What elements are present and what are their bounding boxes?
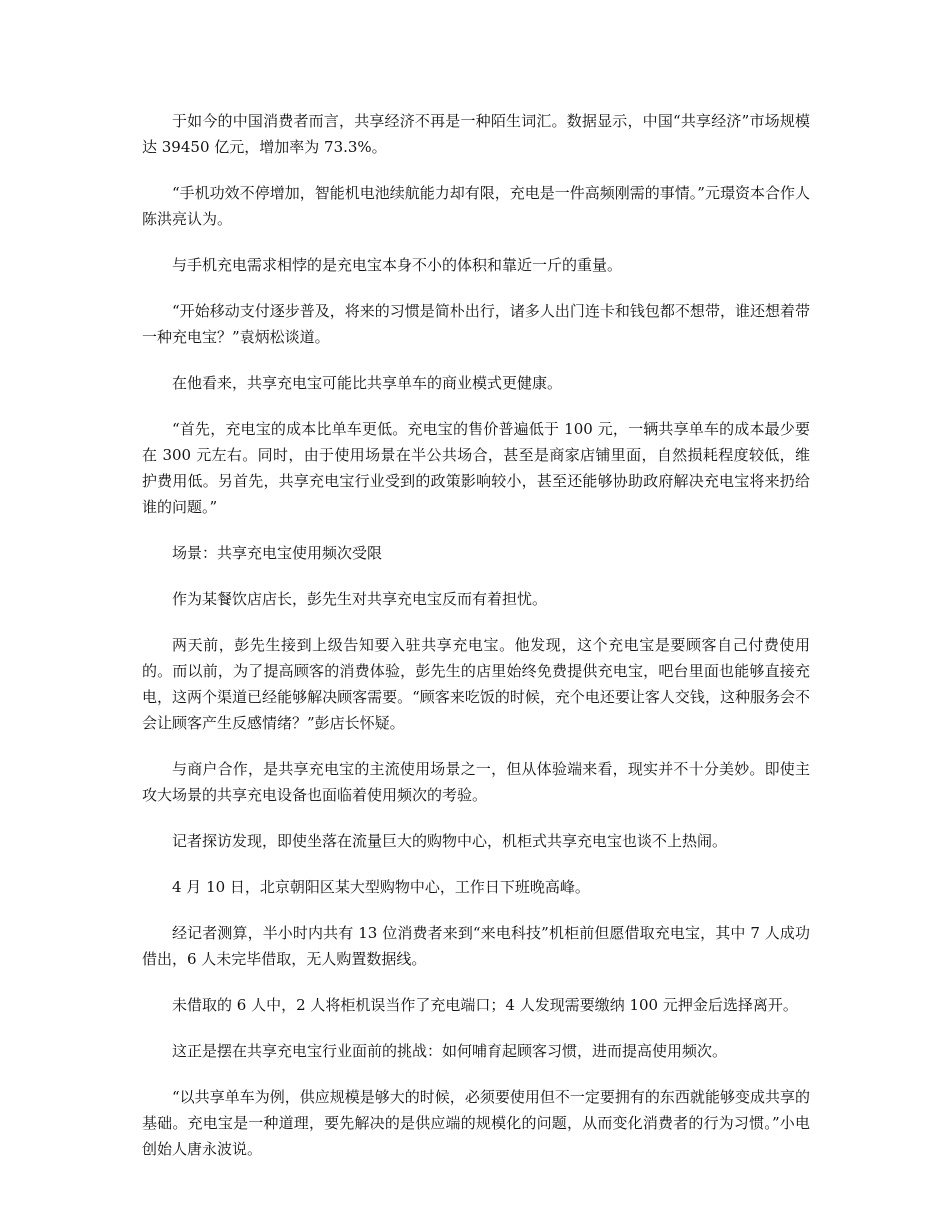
paragraph-9: 与商户合作，是共享充电宝的主流使用场景之一，但从体验端来看，现实并不十分美妙。即使主攻大场景的共享充电设备也面临着使用频次的考验。	[142, 760, 810, 804]
paragraph-5: 在他看来，共享充电宝可能比共享单车的商业模式更健康。	[172, 374, 563, 392]
paragraph-11: 4 月 10 日，北京朝阳区某大型购物中心，工作日下班晚高峰。	[172, 878, 590, 896]
paragraph-14: 这正是摆在共享充电宝行业面前的挑战：如何哺育起顾客习惯，进而提高使用频次。	[172, 1042, 728, 1060]
paragraph-2: “手机功效不停增加，智能机电池续航能力却有限，充电是一件高频刚需的事情。”元璟资本合作人陈洪亮认为。	[142, 184, 810, 228]
paragraph-15: “以共享单车为例，供应规模是够大的时候，必须要使用但不一定要拥有的东西就能够变成共享的基础。充电宝是一种道理，要先解决的是供应端的规模化的问题，从而变化消费者的行为习惯。”小电创始人唐永波说。	[142, 1088, 810, 1158]
paragraph-6: “首先，充电宝的成本比单车更低。充电宝的售价普遍低于 100 元，一辆共享单车的成本最少要在 300 元左右。同时，由于使用场景在半公共场合，甚至是商家店铺里面，自然损耗程度较低，维护费用低。另首先，共享充电宝行业受到的政策影响较小，甚至还能够协助政府解决充电宝将来扔给谁的问题。”	[142, 420, 810, 516]
paragraph-10: 记者探访发现，即使坐落在流量巨大的购物中心，机柜式共享充电宝也谈不上热闹。	[172, 832, 728, 850]
paragraph-13: 未借取的 6 人中，2 人将柜机误当作了充电端口；4 人发现需要缴纳 100 元押金后选择离开。	[172, 996, 798, 1014]
paragraph-12: 经记者测算，半小时内共有 13 位消费者来到“来电科技”机柜前但愿借取充电宝，其中 7 人成功借出，6 人未完毕借取，无人购置数据线。	[142, 924, 810, 968]
paragraph-8: 两天前，彭先生接到上级告知要入驻共享充电宝。他发现，这个充电宝是要顾客自己付费使用的。而以前，为了提高顾客的消费体验，彭先生的店里始终免费提供充电宝，吧台里面也能够直接充电，这两个渠道已经能够解决顾客需要。“顾客来吃饭的时候，充个电还要让客人交钱，这种服务会不会让顾客产生反感情绪？”彭店长怀疑。	[142, 636, 810, 732]
paragraph-1: 于如今的中国消费者而言，共享经济不再是一种陌生词汇。数据显示，中国“共享经济”市场规模达 39450 亿元，增加率为 73.3%。	[142, 112, 810, 156]
paragraph-7: 作为某餐饮店店长，彭先生对共享充电宝反而有着担忧。	[172, 590, 548, 608]
paragraph-4: “开始移动支付逐步普及，将来的习惯是简朴出行，诸多人出门连卡和钱包都不想带，谁还想着带一种充电宝？”袁炳松谈道。	[142, 302, 810, 346]
paragraph-3: 与手机充电需求相悖的是充电宝本身不小的体积和靠近一斤的重量。	[172, 256, 623, 274]
section-heading: 场景：共享充电宝使用频次受限	[172, 544, 383, 562]
article-body	[142, 108, 810, 1182]
